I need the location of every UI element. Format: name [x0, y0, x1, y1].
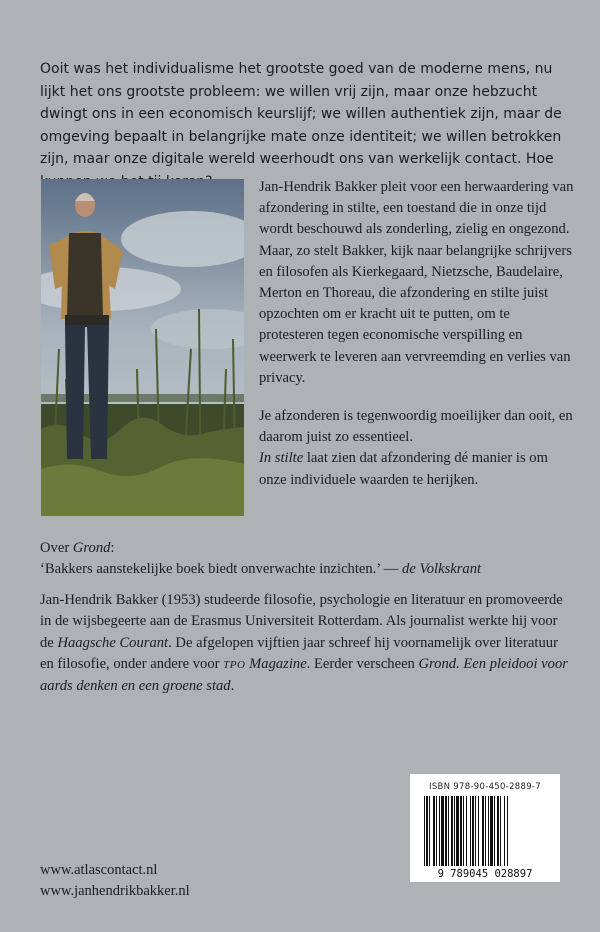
barcode-bar: [439, 796, 440, 866]
barcode-bar: [448, 796, 449, 866]
barcode-bar: [466, 796, 467, 866]
barcode-bar: [475, 796, 476, 866]
barcode-bar: [500, 796, 501, 866]
barcode-bar: [478, 796, 479, 866]
barcode-bar: [482, 796, 484, 866]
barcode-bar: [424, 796, 425, 866]
barcode-bar: [485, 796, 486, 866]
bio-part3: . Eerder verscheen: [306, 655, 415, 672]
barcode-bar: [463, 796, 464, 866]
paragraph-conclusion: [259, 406, 574, 491]
barcode-bar: [436, 796, 437, 866]
over-colon: :: [110, 540, 115, 556]
quote-line: [40, 559, 570, 580]
barcode-bar: [426, 796, 428, 866]
intro-text: Ooit was het individualisme het grootste goed van de moderne mens, nu lijkt het ons grootste probleem: we willen vrij zijn, maar onze hebzucht dwingt ons in een economisch keurslijf; we willen authentiek zijn, maar de omgeving bepaalt in belangrijke mate onze identiteit; we willen betrokken zijn, maar onze digitale wereld weerhoudt ons van werkelijk contact. Hoe: [40, 61, 562, 167]
book-title: In stilte: [259, 450, 304, 467]
barcode-bar: [507, 796, 508, 866]
author-bio: [40, 590, 570, 697]
publisher-url[interactable]: www.atlascontact.nl: [40, 862, 158, 878]
barcode-bar: [497, 796, 499, 866]
bio-paper: Haagsche Courant: [57, 634, 169, 651]
barcode-bar: [488, 796, 489, 866]
isbn-barcode: [410, 774, 560, 882]
website-list: [40, 860, 190, 902]
over-line: [40, 538, 570, 559]
barcode-digits: 9 789045 028897: [437, 868, 533, 880]
barcode-bar: [504, 796, 505, 866]
bio-magazine-sc: TPO: [223, 658, 246, 671]
barcode-bar: [470, 796, 471, 866]
author-url[interactable]: www.janhendrikbakker.nl: [40, 883, 190, 899]
barcode-bar: [429, 796, 430, 866]
isbn-label: ISBN 978-90-450-2889-7: [429, 782, 541, 792]
barcode-bar: [454, 796, 455, 866]
main-text-column: [259, 177, 574, 508]
bio-magazine-name: Magazine: [249, 655, 307, 672]
bio-part2: . De afgelopen vijftien jaar schreef hij voornamelijk over literatuur en filosofie, onder andere voor: [40, 634, 558, 672]
author-photo: [41, 179, 244, 516]
barcode-bar: [451, 796, 453, 866]
barcode-bar: [456, 796, 459, 866]
barcode-bar: [445, 796, 447, 866]
bio-magazine: [223, 656, 307, 672]
over-book: Grond: [72, 540, 111, 556]
barcode-bar: [472, 796, 474, 866]
bio-part1: Jan-Hendrik Bakker (1953) studeerde filosofie, psychologie en literatuur en promoveerde in de wijsbegeerte aan de Erasmus Universiteit Rotterdam. Als journalist werkte hij voor de: [40, 592, 563, 651]
over-label: Over: [40, 540, 70, 556]
barcode-bar: [460, 796, 462, 866]
bio-end: .: [230, 678, 235, 695]
barcode-graphic: [410, 774, 560, 882]
bio-book: Grond. Een pleidooi voor aards denken en een groene stad: [40, 655, 568, 695]
conclusion-lead: Je afzonderen is tegenwoordig moeilijker dan ooit, en daarom juist zo essentieel.: [259, 408, 573, 446]
review-quote: [40, 538, 570, 580]
quote-text: ‘Bakkers aanstekelijke boek biedt onverwachte inzichten.’: [40, 561, 381, 577]
barcode-bar: [494, 796, 495, 866]
quote-source: de Volkskrant: [402, 561, 482, 577]
quote-dash: —: [383, 561, 399, 577]
barcode-bar: [441, 796, 444, 866]
barcode-bar: [433, 796, 435, 866]
paragraph-argument: Jan-Hendrik Bakker pleit voor een herwaardering van afzondering in stilte, een toestand die in onze tijd wordt beschouwd als zonderling, zielig en ongezond. Maar, zo stelt Bakker, kijk naar belangrijke schrijvers en filosofen als Kierkegaard, Nietzsche, Baudelaire, Merton en Thoreau, die afzondering en stilte juist opzochten om er kracht uit te putten, om te protesteren tegen economische verspilling en weerwerk te leveren aan vervreemding en verlies van privacy.: [259, 179, 574, 386]
barcode-bar: [490, 796, 493, 866]
conclusion-rest: laat zien dat afzondering dé manier is om onze individuele waarden te herijken.: [259, 450, 548, 488]
